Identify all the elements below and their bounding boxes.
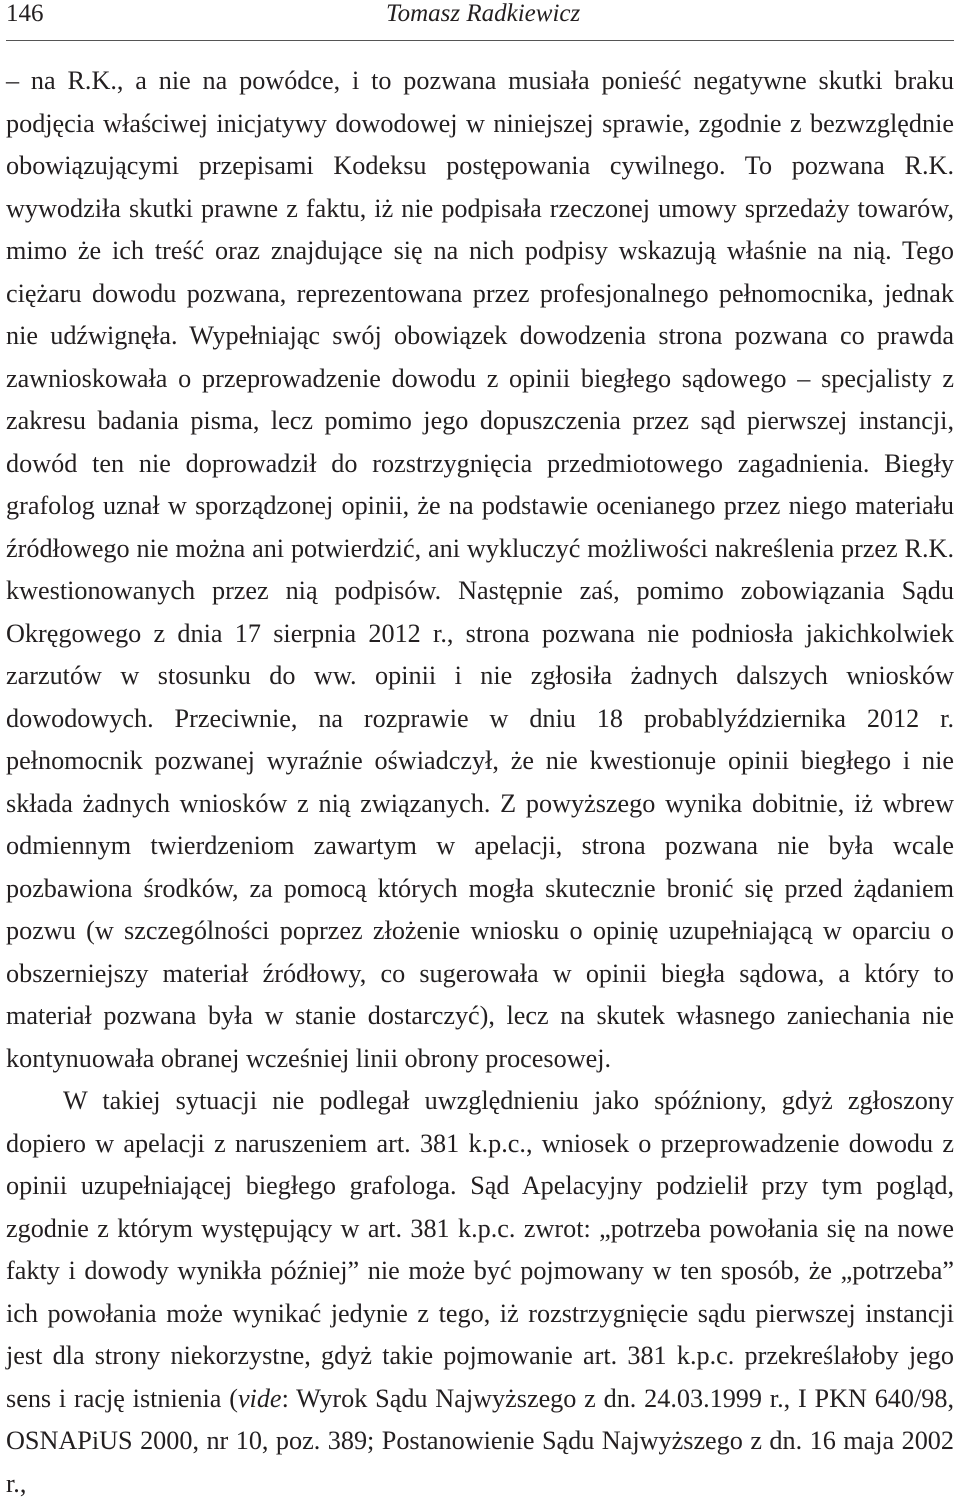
vide-italic: vide bbox=[237, 1383, 282, 1413]
paragraph-2-text-b: : Wyrok Sądu Najwyższego z dn. 24.03.1999 r., I PKN 640/98, OSNAPiUS 2000, nr 10, poz. 389; Postanowienie Sądu Najwyższego z dn. 16 maja 2002 r., bbox=[6, 1383, 955, 1498]
running-header-author: Tomasz Radkiewicz bbox=[386, 0, 581, 27]
body-text bbox=[6, 60, 954, 1505]
page-number: 146 bbox=[6, 0, 44, 27]
paragraph-2-text-a: W takiej sytuacji nie podlegał uwzględnieniu jako spóźniony, gdyż zgłoszony dopiero w apelacji z naruszeniem art. 381 k.p.c., wniosek o przeprowadzenie dowodu z opinii uzupełniającej biegłego grafologa. Sąd Apelacyjny podzielił przy tym pogląd, zgodnie z którym występujący w art. 381 k.p.c. zwrot: „potrzeba powołania się na nowe fakty i dowody wynikła później” nie może być pojmowany w ten sposób, że „potrzeba” ich powołania może wynikać jedynie z tego, iż rozstrzygnięcie sądu pierwszej instancji jest dla strony niekorzystne, gdyż takie pojmowanie art. 381 k.p.c. przekreślałoby jego sens i rację istnienia ( bbox=[6, 1086, 954, 1413]
running-header bbox=[6, 0, 954, 41]
paragraph-1: – na R.K., a nie na powódce, i to pozwana musiała ponieść negatywne skutki braku podjęcia właściwej inicjatywy dowodowej w niniejszej sprawie, zgodnie z bezwzględnie obowiązującymi przepisami Kodeksu postępowania cywilnego. To pozwana R.K. wywodziła skutki prawne z faktu, iż nie podpisała rzeczonej umowy sprzedaży towarów, mimo że ich treść oraz znajdujące się na nich podpisy wskazują właśnie na nią. Tego ciężaru dowodu pozwana, reprezentowana przez profesjonalnego pełnomocnika, jednak nie udźwignęła. Wypełniając swój obowiązek dowodzenia strona pozwana co prawda zawnioskowała o przeprowadzenie dowodu z opinii biegłego sądowego – specjalisty z zakresu badania pisma, lecz pomimo jego dopuszczenia przez sąd pierwszej instancji, dowód ten nie doprowadził do rozstrzygnięcia przedmiotowego zagadnienia. Biegły grafolog uznał w sporządzonej opinii, że na podstawie ocenianego przez niego materiału źródłowego nie można ani potwierdzić, ani wykluczyć możliwości nakreślenia przez R.K. kwestionowanych przez nią podpisów. Następnie zaś, pomimo zobowiązania Sądu Okręgowego z dnia 17 sierpnia 2012 r., strona pozwana nie podniosła jakichkolwiek zarzutów w stosunku do ww. opinii i nie zgłosiła żadnych dalszych wniosków dowodowych. Przeciwnie, na rozprawie w dniu 18 probablyździernika 2012 r. pełnomocnik pozwanej wyraźnie oświadczył, że nie kwestionuje opinii biegłego i nie składa żadnych wniosków z nią związanych. Z powyższego wynika dobitnie, iż wbrew odmiennym twierdzeniom zawartym w apelacji, strona pozwana nie była wcale pozbawiona środków, za pomocą których mogła skutecznie bronić się przed żądaniem pozwu (w szczególności poprzez złożenie wniosku o opinię uzupełniającą w oparciu o obszerniejszy materiał źródłowy, co sugerowała w opinii biegła sądowa, a który to materiał pozwana była w stanie dostarczyć), lecz na skutek własnego zaniechania nie kontynuowała obranej wcześniej linii obrony procesowej. bbox=[6, 66, 954, 1073]
paragraph-2 bbox=[6, 1080, 954, 1505]
